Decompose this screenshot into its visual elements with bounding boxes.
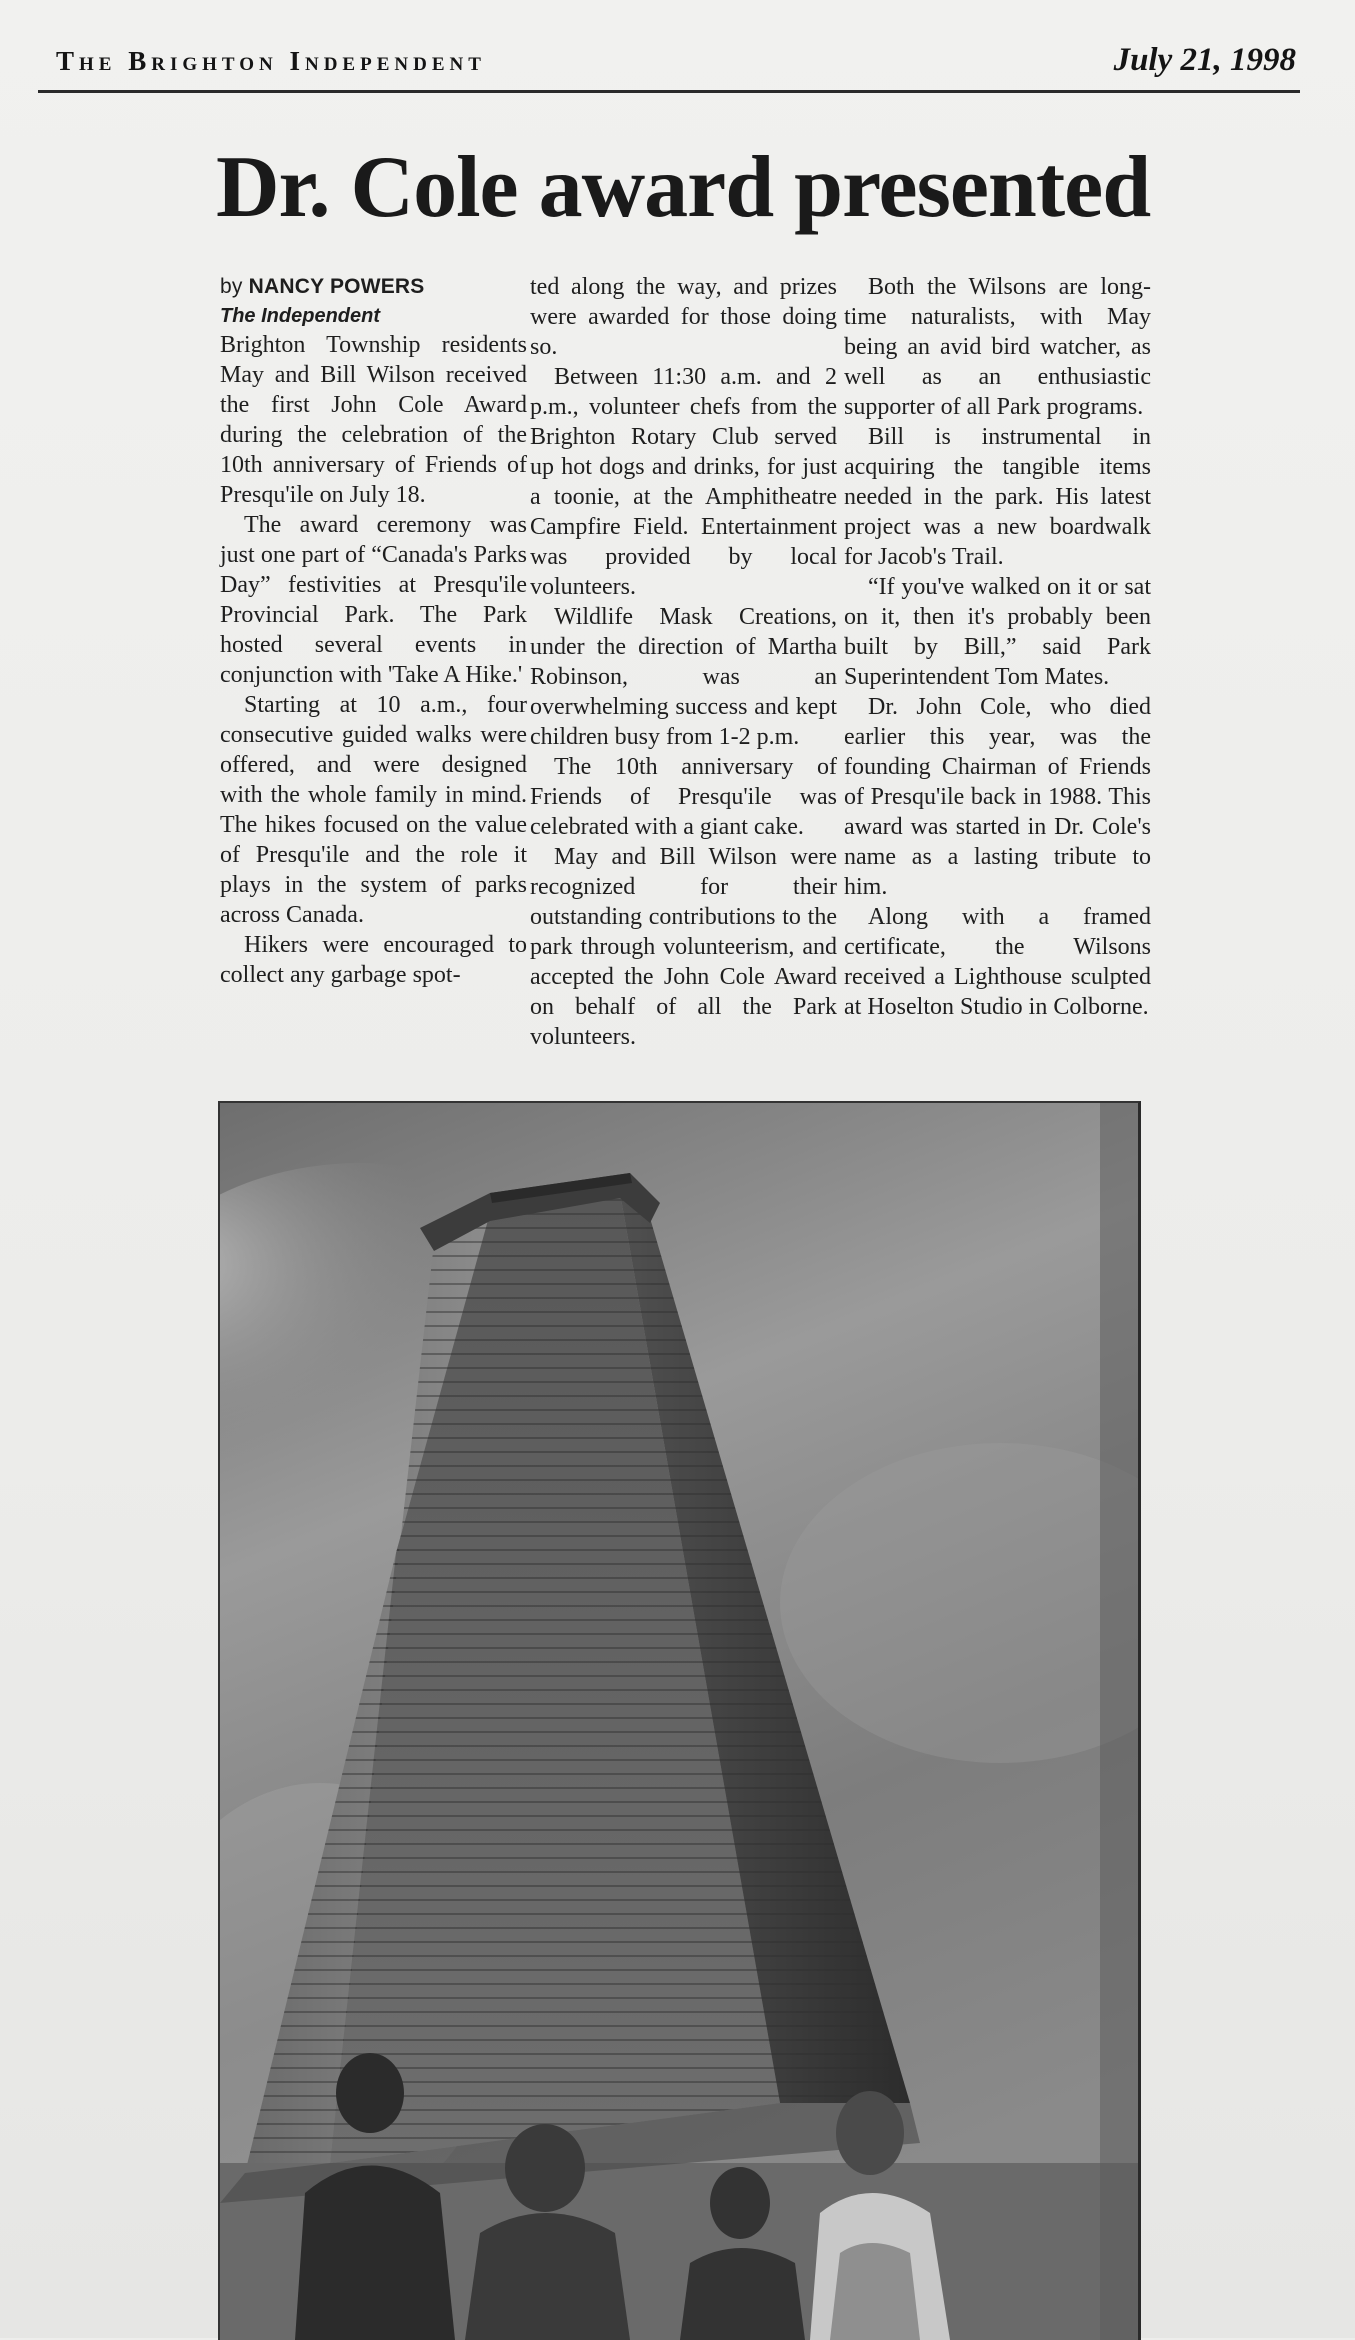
byline-author: NANCY POWERS xyxy=(248,275,425,298)
paragraph: Wildlife Mask Creations, under the direction of Martha Robinson, was an overwhelming success and kept children busy from 1-2 p.m. xyxy=(530,604,837,750)
article-column-1 xyxy=(220,272,527,990)
paragraph: Hikers were encouraged to collect any garbage spot- xyxy=(220,932,527,988)
article-headline: Dr. Cole award presented xyxy=(216,139,1151,236)
paragraph: May and Bill Wilson were recognized for their outstanding contributions to the park through volunteerism, and accepted the John Cole Award on behalf of all the Park volunteers. xyxy=(530,844,837,1050)
paragraph: The award ceremony was just one part of “Canada's Parks Day” festivities at Presqu'ile Provincial Park. The Park hosted several events in conjunction with 'Take A Hike.' xyxy=(220,512,527,688)
lighthouse-photo xyxy=(218,1101,1141,2340)
lighthouse-photo-image xyxy=(220,1103,1138,2340)
paragraph: “If you've walked on it or sat on it, then it's probably been built by Bill,” said Park Superintendent Tom Mates. xyxy=(844,574,1151,690)
paragraph: Between 11:30 a.m. and 2 p.m., volunteer chefs from the Brighton Rotary Club served up hot dogs and drinks, for just a toonie, at the Amphitheatre Campfire Field. Entertainment was provided by local volunteers. xyxy=(530,364,837,600)
paragraph: Dr. John Cole, who died earlier this year, was the founding Chairman of Friends of Presqu'ile back in 1988. This award was started in Dr. Cole's name as a lasting tribute to him. xyxy=(844,694,1151,900)
masthead xyxy=(56,42,1296,90)
byline-affiliation: The Independent xyxy=(220,305,380,327)
masthead-rule xyxy=(38,90,1300,93)
newspaper-name: The Brighton Independent xyxy=(56,46,486,76)
paragraph: The 10th anniversary of Friends of Presqu'ile was celebrated with a giant cake. xyxy=(530,754,837,840)
paragraph: Bill is instrumental in acquiring the tangible items needed in the park. His latest project was a new boardwalk for Jacob's Trail. xyxy=(844,424,1151,570)
article-column-3 xyxy=(844,272,1151,1022)
byline xyxy=(220,272,527,302)
publication-date: July 21, 1998 xyxy=(1113,42,1296,78)
paragraph: Starting at 10 a.m., four consecutive guided walks were offered, and were designed with the whole family in mind. The hikes focused on the value of Presqu'ile and the role it plays in the system of parks across Canada. xyxy=(220,692,527,928)
paragraph: Both the Wilsons are long-time naturalists, with May being an avid bird watcher, as well as an enthusiastic supporter of all Park programs. xyxy=(844,274,1151,420)
paragraph: Along with a framed certificate, the Wilsons received a Lighthouse sculpted at Hoselton Studio in Colborne. xyxy=(844,904,1151,1020)
byline-prefix: by xyxy=(220,275,243,298)
paragraph: ted along the way, and prizes were awarded for those doing so. xyxy=(530,274,837,360)
paragraph: Brighton Township residents May and Bill Wilson received the first John Cole Award during the celebration of the 10th anniversary of Friends of Presqu'ile on July 18. xyxy=(220,332,527,508)
article-column-2 xyxy=(530,272,837,1052)
